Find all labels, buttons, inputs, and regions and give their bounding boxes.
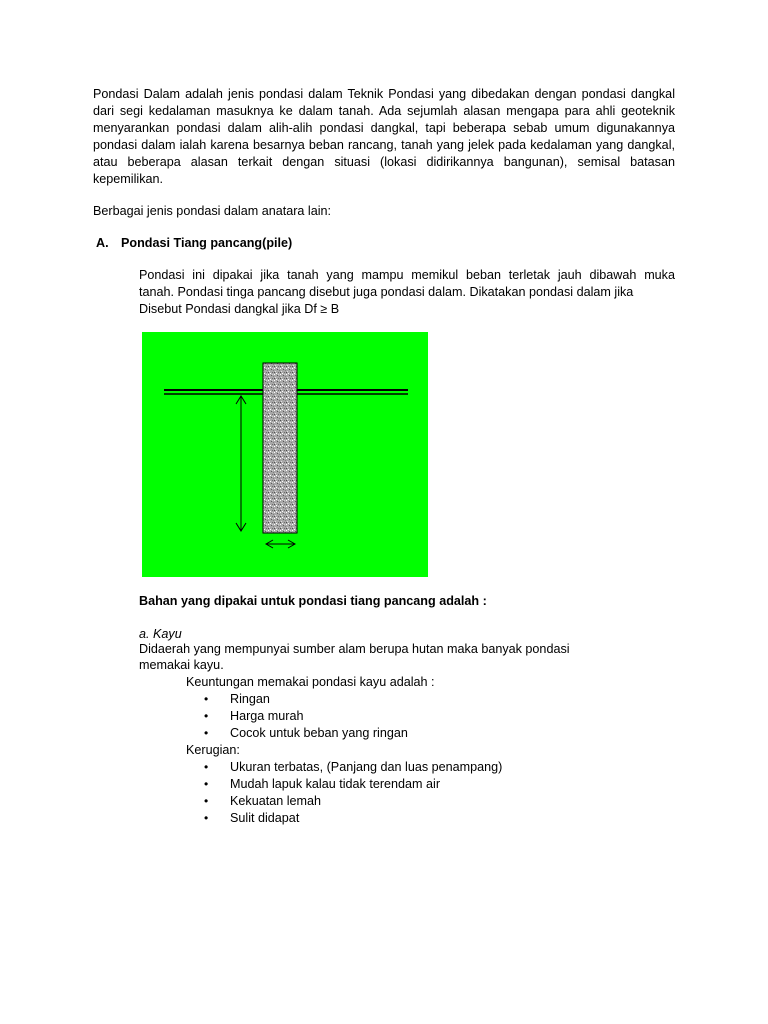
section-a-title: Pondasi Tiang pancang(pile) bbox=[121, 236, 293, 250]
disadvantage-item: Ukuran terbatas, (Panjang dan luas penampang) bbox=[230, 760, 503, 774]
disadvantage-item: Kekuatan lemah bbox=[230, 794, 322, 808]
pile-desc-line-1: Pondasi ini dipakai jika tanah yang mampu memikul beban terletak jauh dibawah muka bbox=[139, 268, 675, 282]
materials-intro: Bahan yang dipakai untuk pondasi tiang pancang adalah : bbox=[139, 594, 487, 608]
bullet-icon: • bbox=[204, 692, 209, 706]
bullet-icon: • bbox=[204, 760, 209, 774]
bullet-icon: • bbox=[204, 726, 209, 740]
bullet-icon: • bbox=[204, 709, 209, 723]
pile-desc-line-2: tanah. Pondasi tinga pancang disebut juga pondasi dalam. Dikatakan pondasi dalam jika bbox=[139, 285, 634, 299]
pile-diagram bbox=[142, 332, 428, 577]
pile-diagram-svg bbox=[142, 332, 428, 577]
intro-paragraph: Pondasi Dalam adalah jenis pondasi dalam Teknik Pondasi yang dibedakan dengan pondasi dangkal dari segi kedalaman masuknya ke dalam tanah. Ada sejumlah alasan mengapa para ahli geoteknik menyarankan pondasi dalam alih-alih pondasi dangkal, tapi beberapa sebab umum digunakannya pondasi dalam ialah karena besarnya beban rancang, tanah yang jelek pada kedalaman yang dangkal, atau beberapa alasan terkait dengan situasi (lokasi didirikannya bangunan), semisal batasan kepemilikan. bbox=[93, 87, 675, 186]
section-a-marker: A. bbox=[96, 236, 109, 250]
pile-desc-line-3: Disebut Pondasi dangkal jika Df ≥ B bbox=[139, 302, 340, 316]
bullet-icon: • bbox=[204, 794, 209, 808]
bullet-icon: • bbox=[204, 777, 209, 791]
advantage-item: Harga murah bbox=[230, 709, 304, 723]
wood-heading: a. Kayu bbox=[139, 627, 182, 641]
wood-desc-line-2: memakai kayu. bbox=[139, 658, 224, 672]
pile-shaft bbox=[263, 363, 297, 533]
bullet-icon: • bbox=[204, 811, 209, 825]
advantages-title: Keuntungan memakai pondasi kayu adalah : bbox=[186, 675, 435, 689]
types-intro: Berbagai jenis pondasi dalam anatara lain: bbox=[93, 204, 332, 218]
advantage-item: Ringan bbox=[230, 692, 270, 706]
disadvantage-item: Sulit didapat bbox=[230, 811, 300, 825]
disadvantage-item: Mudah lapuk kalau tidak terendam air bbox=[230, 777, 441, 791]
advantage-item: Cocok untuk beban yang ringan bbox=[230, 726, 408, 740]
disadvantages-title: Kerugian: bbox=[186, 743, 240, 757]
wood-desc-line-1: Didaerah yang mempunyai sumber alam berupa hutan maka banyak pondasi bbox=[139, 642, 570, 656]
